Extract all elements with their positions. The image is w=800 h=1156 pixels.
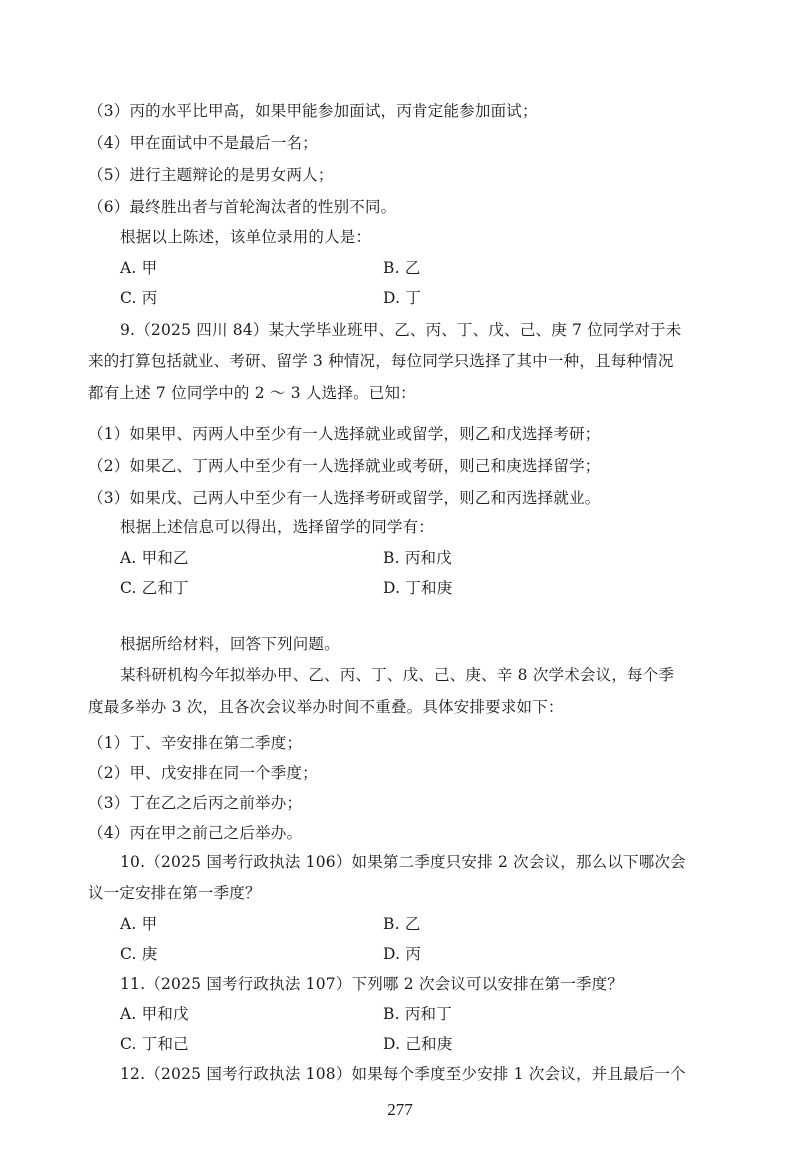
condition-3: （3）丙的水平比甲高，如果甲能参加面试，丙肯定能参加面试； — [88, 102, 538, 120]
material-condition-4: （4）丙在甲之前己之后举办。 — [88, 824, 303, 842]
q10-line-2: 议一定安排在第一季度？ — [88, 884, 261, 902]
q9-option-b: B. 丙和戊 — [383, 549, 452, 567]
q9-condition-3: （3）如果戊、己两人中至少有一人选择考研或留学，则乙和丙选择就业。 — [88, 489, 601, 507]
condition-6: （6）最终胜出者与首轮淘汰者的性别不同。 — [88, 198, 397, 216]
option-b: B. 乙 — [383, 259, 421, 277]
q10-line-1: 10.（2025 国考行政执法 106）如果第二季度只安排 2 次会议，那么以下哪次会 — [120, 853, 686, 871]
q9-question: 根据上述信息可以得出，选择留学的同学有： — [120, 518, 435, 536]
page-number: 277 — [387, 1100, 413, 1119]
material-condition-2: （2）甲、戊安排在同一个季度； — [88, 764, 318, 782]
option-a: A. 甲 — [120, 259, 158, 277]
q11-line-1: 11.（2025 国考行政执法 107）下列哪 2 次会议可以安排在第一季度？ — [120, 975, 624, 993]
condition-4: （4）甲在面试中不是最后一名； — [88, 134, 318, 152]
q9-condition-1: （1）如果甲、丙两人中至少有一人选择就业或留学，则乙和戊选择考研； — [88, 425, 601, 443]
material-line-2: 度最多举办 3 次，且各次会议举办时间不重叠。具体安排要求如下： — [88, 698, 564, 716]
option-d: D. 丁 — [383, 289, 422, 307]
q11-option-b: B. 丙和丁 — [383, 1005, 452, 1023]
question-stem: 根据以上陈述，该单位录用的人是： — [120, 228, 372, 246]
q9-option-a: A. 甲和乙 — [120, 549, 189, 567]
material-line-1: 某科研机构今年拟举办甲、乙、丙、丁、戊、己、庚、辛 8 次学术会议，每个季 — [120, 666, 675, 684]
q9-line-2: 来的打算包括就业、考研、留学 3 种情况，每位同学只选择了其中一种，且每种情况 — [88, 352, 674, 370]
q9-line-1: 9.（2025 四川 84）某大学毕业班甲、乙、丙、丁、戊、己、庚 7 位同学对于未 — [120, 321, 682, 339]
q10-option-b: B. 乙 — [383, 915, 421, 933]
material-condition-1: （1）丁、辛安排在第二季度； — [88, 734, 303, 752]
material-intro: 根据所给材料，回答下列问题。 — [120, 635, 340, 653]
q10-option-a: A. 甲 — [120, 915, 158, 933]
condition-5: （5）进行主题辩论的是男女两人； — [88, 166, 334, 184]
q11-option-a: A. 甲和戊 — [120, 1005, 189, 1023]
q9-option-c: C. 乙和丁 — [120, 579, 189, 597]
q12-line-1: 12.（2025 国考行政执法 108）如果每个季度至少安排 1 次会议，并且最后一个 — [120, 1065, 686, 1083]
q11-option-d: D. 己和庚 — [383, 1035, 453, 1053]
q9-line-3: 都有上述 7 位同学中的 2 ～ 3 人选择。已知： — [88, 384, 416, 402]
q10-option-d: D. 丙 — [383, 945, 422, 963]
q11-option-c: C. 丁和己 — [120, 1035, 189, 1053]
q10-option-c: C. 庚 — [120, 945, 158, 963]
q9-condition-2: （2）如果乙、丁两人中至少有一人选择就业或考研，则己和庚选择留学； — [88, 457, 601, 475]
q9-option-d: D. 丁和庚 — [383, 579, 453, 597]
option-c: C. 丙 — [120, 289, 158, 307]
material-condition-3: （3）丁在乙之后丙之前举办； — [88, 794, 303, 812]
